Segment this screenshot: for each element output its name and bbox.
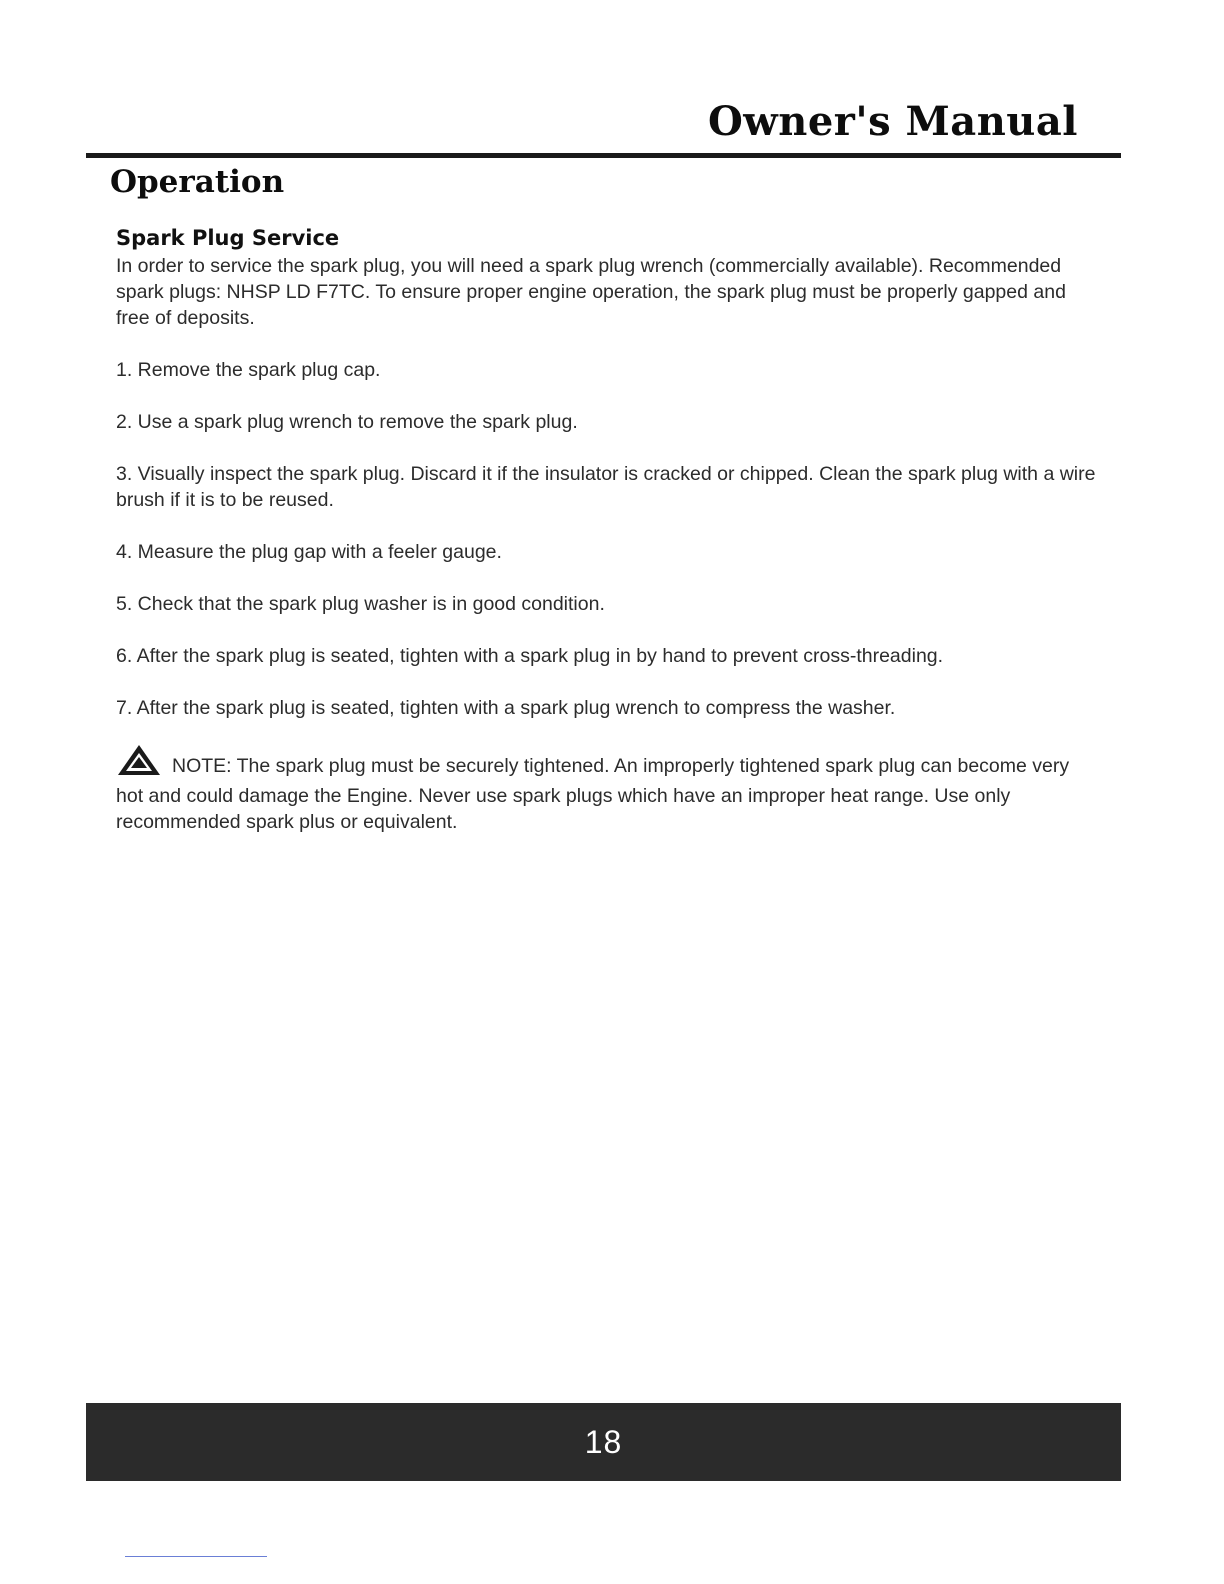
page-number: 18 bbox=[584, 1423, 623, 1460]
step-7: 7. After the spark plug is seated, tighten with a spark plug wrench to compress the washer. bbox=[116, 697, 896, 719]
step-6: 6. After the spark plug is seated, tighten with a spark plug in by hand to prevent cross-threading. bbox=[116, 645, 944, 667]
step-1: 1. Remove the spark plug cap. bbox=[116, 359, 381, 381]
steps-list bbox=[116, 357, 1096, 721]
spark-plug-heading: Spark Plug Service bbox=[116, 226, 340, 250]
main-content bbox=[116, 225, 1096, 835]
intro-paragraph: In order to service the spark plug, you will need a spark plug wrench (commercially available). Recommended spark plugs: NHSP LD F7TC. To ensure proper engine operation, the spark plug must be properly gapped and free of deposits. bbox=[116, 255, 1066, 329]
footer-bar bbox=[86, 1403, 1121, 1481]
step-3: 3. Visually inspect the spark plug. Discard it if the insulator is cracked or chipped. Clean the spark plug with a wire brush if it is to be reused. bbox=[116, 463, 1096, 511]
warning-triangle-icon bbox=[116, 744, 162, 783]
step-5: 5. Check that the spark plug washer is in good condition. bbox=[116, 593, 605, 615]
step-2: 2. Use a spark plug wrench to remove the spark plug. bbox=[116, 411, 578, 433]
bottom-divider bbox=[125, 1556, 267, 1557]
step-4: 4. Measure the plug gap with a feeler gauge. bbox=[116, 541, 502, 563]
section-title: Operation bbox=[110, 164, 285, 200]
header-divider bbox=[86, 153, 1121, 158]
manual-title: Owner's Manual bbox=[707, 98, 1078, 145]
note-block bbox=[116, 744, 1096, 835]
note-text: NOTE: The spark plug must be securely tightened. An improperly tightened spark plug can become very hot and could damage the Engine. Never use spark plugs which have an improper heat range. Use only recommended spark plus or equivalent. bbox=[116, 755, 1070, 833]
